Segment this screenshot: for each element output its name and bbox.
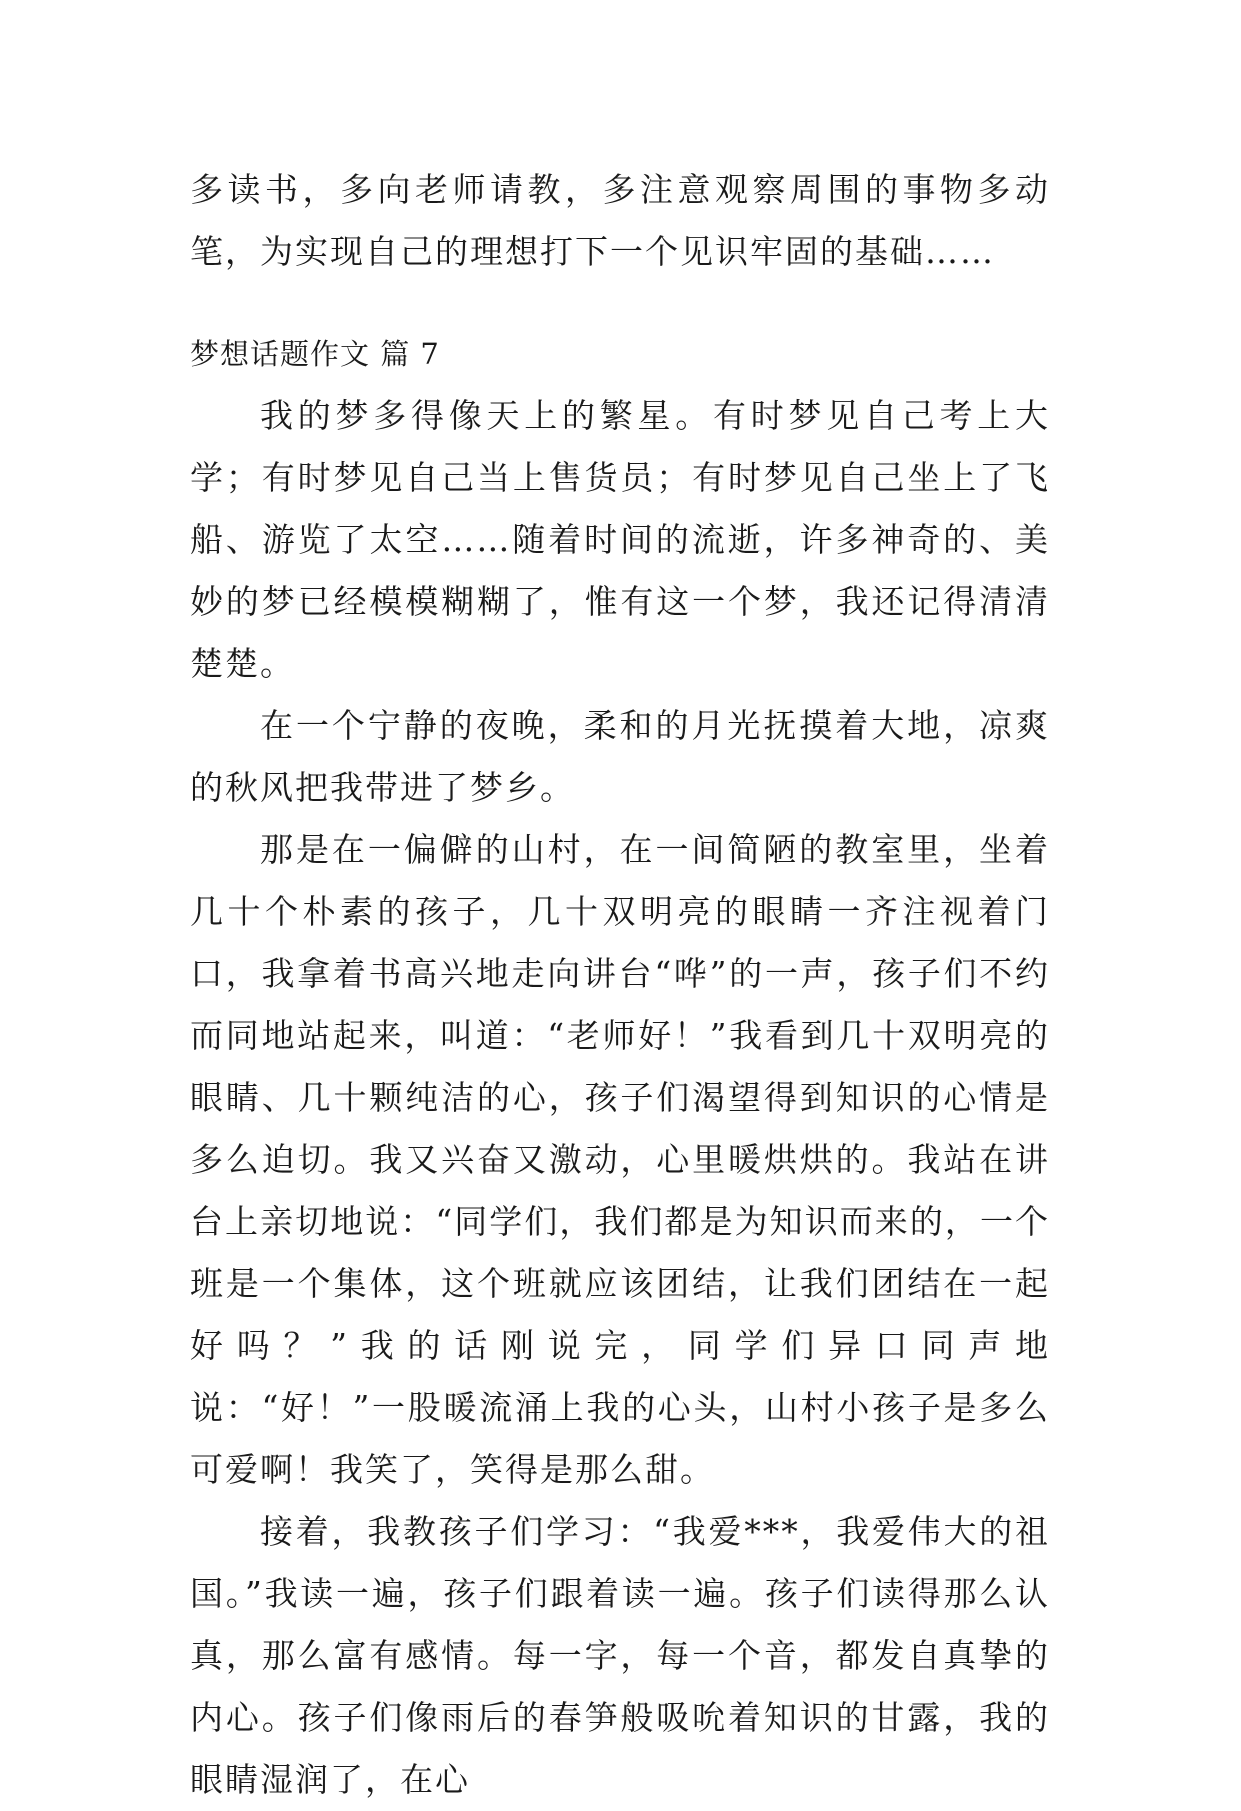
paragraph-4: 接着，我教孩子们学习：“我爱***，我爱伟大的祖国。”我读一遍，孩子们跟着读一遍。孩子们读得那么认真，那么富有感情。每一字，每一个音，都发自真挚的内心。孩子们像雨后的春笋般吸吮着知识的甘露，我的眼睛湿润了，在心 [190, 1512, 1050, 1799]
paragraph-2: 在一个宁静的夜晚，柔和的月光抚摸着大地，凉爽的秋风把我带进了梦乡。 [190, 706, 1050, 807]
paragraph-3: 那是在一偏僻的山村，在一间简陋的教室里，坐着几十个朴素的孩子，几十双明亮的眼睛一齐注视着门口，我拿着书高兴地走向讲台“哗”的一声，孩子们不约而同地站起来，叫道：“老师好！”我看到几十双明亮的眼睛、几十颗纯洁的心，孩子们渴望得到知识的心情是多么迫切。我又兴奋又激动，心里暖烘烘的。我站在讲台上亲切地说：“同学们，我们都是为知识而来的，一个班是一个集体，这个班就应该团结，让我们团结在一起好吗？”我的话刚说完，同学们异口同声地说：“好！”一股暖流涌上我的心头，山村小孩子是多么可爱啊！我笑了，笑得是那么甜。 [190, 830, 1050, 1489]
section-spacer [190, 283, 1050, 323]
intro-paragraph: 多读书，多向老师请教，多注意观察周围的事物多动笔，为实现自己的理想打下一个见识牢固的基础…… [190, 170, 1050, 271]
document-body [190, 159, 1050, 1811]
paragraph-1: 我的梦多得像天上的繁星。有时梦见自己考上大学；有时梦见自己当上售货员；有时梦见自己坐上了飞船、游览了太空……随着时间的流逝，许多神奇的、美妙的梦已经模模糊糊了，惟有这一个梦，我还记得清清楚楚。 [190, 396, 1050, 683]
section-heading: 梦想话题作文 篇 7 [190, 337, 440, 371]
